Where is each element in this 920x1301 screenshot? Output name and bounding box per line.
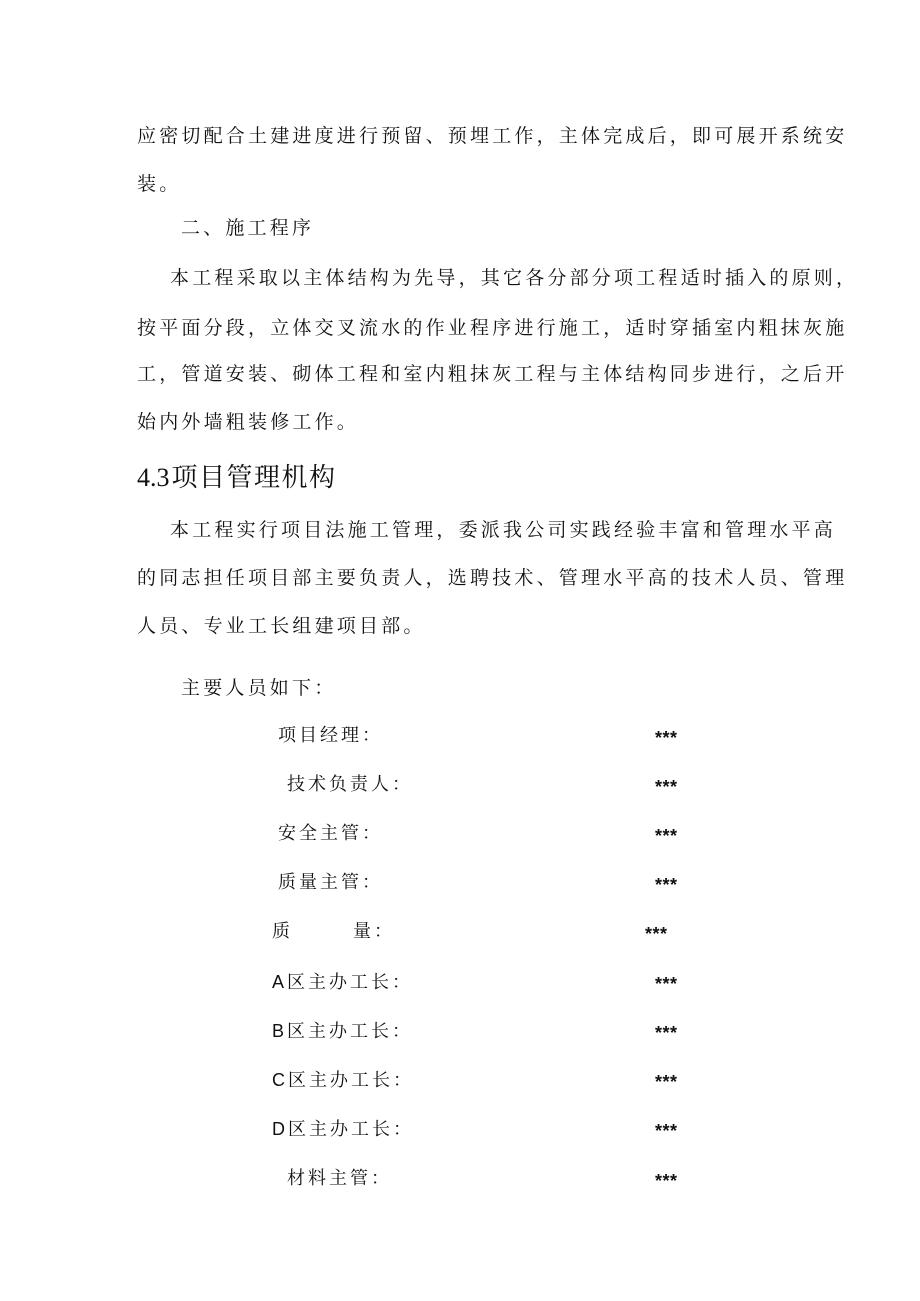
staff-role-zone-b-foreman [272, 1019, 413, 1044]
staff-role-quality [272, 920, 395, 944]
paragraph-1-line-1: 应密切配合土建进度进行预留、预埋工作，主体完成后，即可展开系统安 [137, 125, 848, 147]
staff-role-safety-manager: 安全主管： [278, 823, 383, 844]
staff-name: *** [655, 974, 678, 994]
staff-name: *** [655, 875, 678, 895]
staff-name: *** [655, 728, 678, 748]
section-heading-construction-procedure: 二、施工程序 [181, 217, 315, 239]
staff-name: *** [655, 777, 678, 797]
staff-name: *** [655, 1023, 678, 1043]
staff-role-label: 区主办工长： [287, 972, 414, 993]
staff-intro: 主要人员如下： [181, 677, 337, 699]
staff-role-materials-manager: 材料主管： [287, 1168, 392, 1189]
paragraph-2-line-4: 始内外墙粗装修工作。 [137, 411, 360, 433]
zone-letter: D [272, 1119, 286, 1139]
staff-role-label: 区主办工长： [287, 1021, 414, 1042]
paragraph-3-line-2: 的同志担任项目部主要负责人，选聘技术、管理水平高的技术人员、管理 [137, 567, 848, 589]
staff-role-quality-manager: 质量主管： [278, 872, 383, 893]
section-number: 4.3 [137, 463, 170, 492]
staff-role-zone-d-foreman [272, 1117, 414, 1142]
staff-role-project-manager: 项目经理： [278, 725, 383, 746]
staff-role-label: 区主办工长： [288, 1070, 414, 1091]
section-title: 项目管理机构 [171, 463, 337, 493]
zone-letter: C [272, 1070, 286, 1090]
paragraph-3-line-3: 人员、专业工长组建项目部。 [137, 615, 426, 637]
paragraph-2-line-2: 按平面分段，立体交叉流水的作业程序进行施工，适时穿插室内粗抹灰施 [137, 317, 848, 339]
paragraph-2-line-1: 本工程采取以主体结构为先导，其它各分部分项工程适时插入的原则， [170, 267, 859, 289]
staff-role-label: 区主办工长： [288, 1119, 414, 1140]
zone-letter: A [272, 972, 286, 992]
paragraph-1-line-2: 装。 [137, 173, 182, 195]
staff-name: *** [655, 1072, 678, 1092]
staff-role-quality-part-1: 质 [272, 921, 293, 942]
staff-role-zone-c-foreman [272, 1068, 414, 1093]
zone-letter: B [272, 1021, 286, 1041]
staff-name: *** [645, 924, 668, 944]
staff-name: *** [655, 1171, 678, 1191]
staff-role-zone-a-foreman [272, 970, 413, 995]
staff-name: *** [655, 1121, 678, 1141]
staff-role-technical-lead: 技术负责人： [287, 774, 413, 795]
section-heading-4-3 [137, 462, 337, 494]
staff-name: *** [655, 826, 678, 846]
paragraph-2-line-3: 工，管道安装、砌体工程和室内粗抹灰工程与主体结构同步进行，之后开 [137, 363, 848, 385]
staff-role-quality-part-2: 量： [353, 921, 395, 942]
paragraph-3-line-1: 本工程实行项目法施工管理，委派我公司实践经验丰富和管理水平高 [170, 519, 837, 541]
